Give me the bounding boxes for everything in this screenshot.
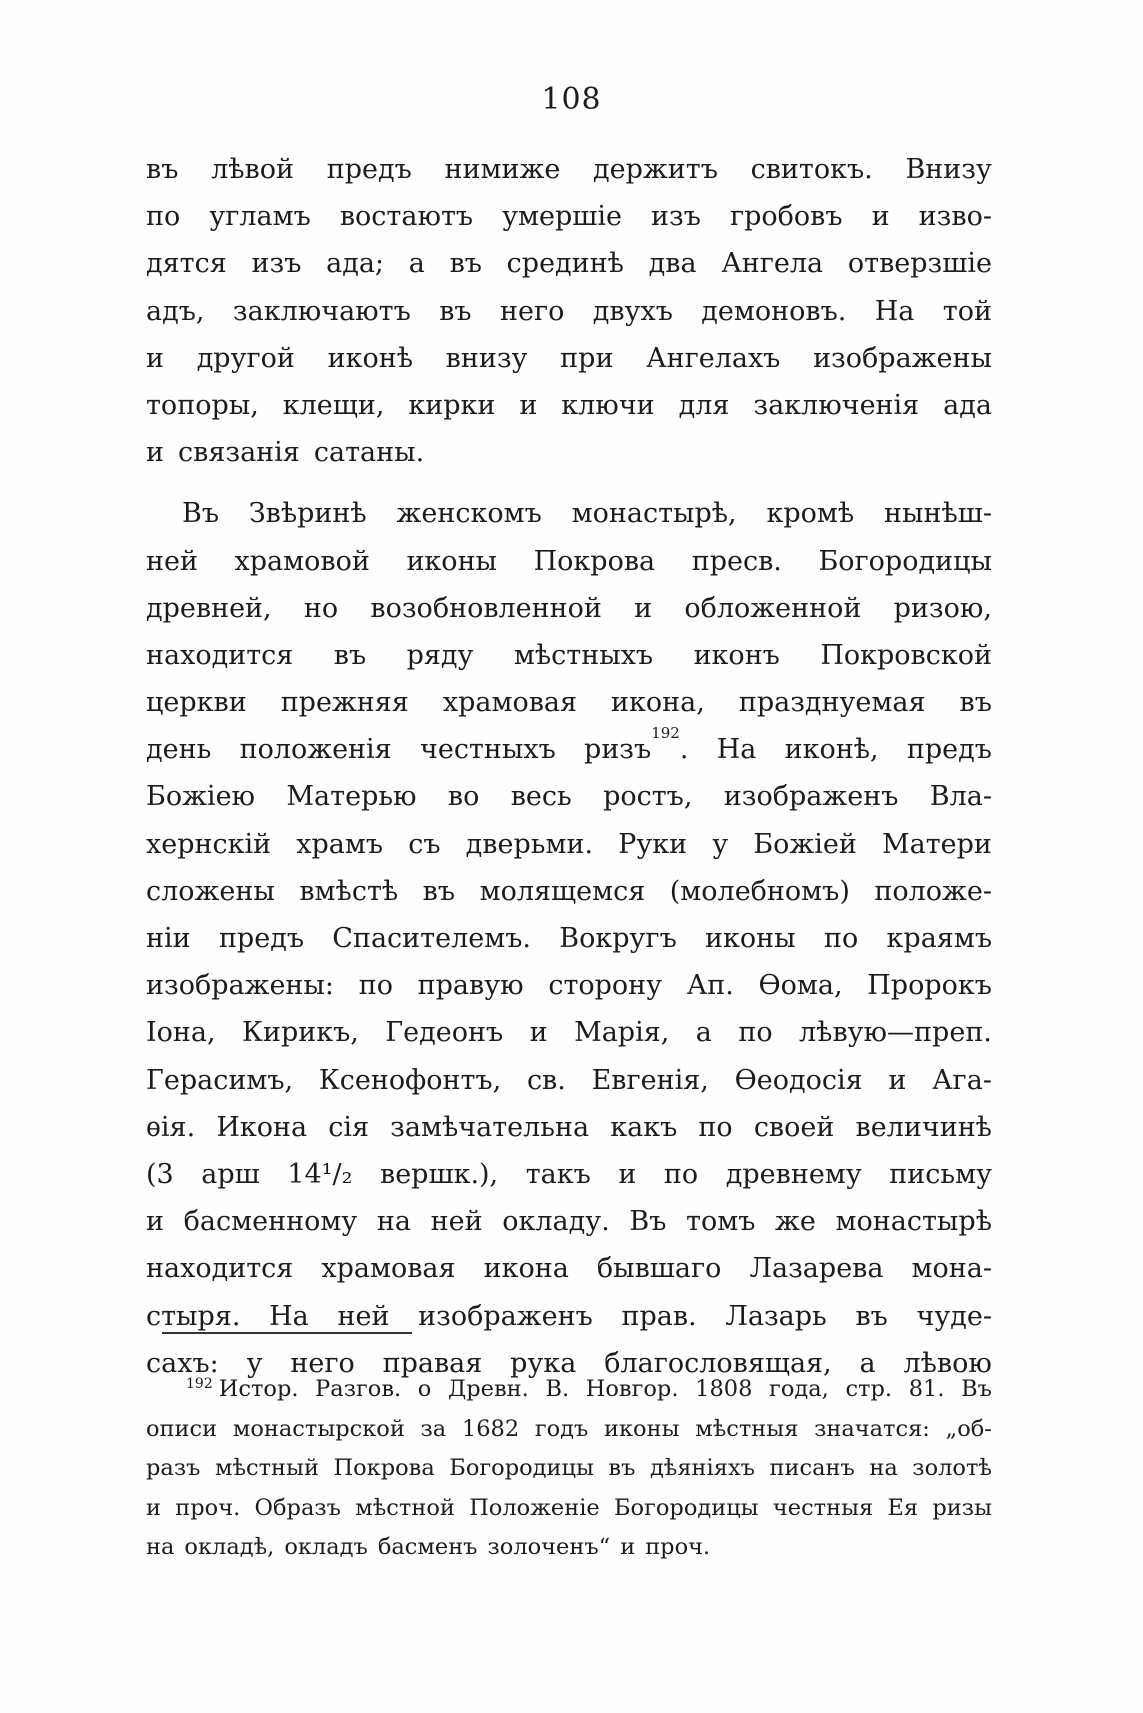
text-line: въ лѣвой предъ нимиже держитъ свитокъ. Внизу (146, 154, 992, 185)
text-line: сложены вмѣстѣ въ молящемся (молебномъ) положе- (146, 875, 992, 907)
footnote-line: описи монастырской за 1682 годъ иконы мѣстныя значатся: „об- (146, 1415, 992, 1442)
text-line: адъ, заключаютъ въ него двухъ демоновъ. На той (146, 295, 992, 327)
text-line: находится въ ряду мѣстныхъ иконъ Покровской (146, 639, 992, 671)
footnote-reference: 192 (651, 724, 680, 743)
text-line: ніи предъ Спасителемъ. Вокругъ иконы по краямъ (146, 923, 992, 954)
footnote (146, 1370, 992, 1568)
footnote-line: 192 Истор. Разгов. о Древн. В. Новгор. 1808 года, стр. 81. Въ (146, 1370, 992, 1410)
text-line: и связанія сатаны. (146, 437, 425, 469)
text-line: ней храмовой иконы Покрова пресв. Богородицы (146, 545, 992, 577)
text-line: стыря. На ней изображенъ прав. Лазарь въ чуде- (146, 1300, 992, 1332)
text-line: топоры, клещи, кирки и ключи для заключенія ада (146, 389, 992, 421)
footnote-line: и проч. Образъ мѣстной Положеніе Богородицы честныя Ея ризы (146, 1494, 992, 1521)
text-line: древней, но возобновленной и обложенной ризою, (146, 592, 992, 624)
page-number: 108 (541, 82, 602, 117)
text-line: находится храмовая икона бывшаго Лазарева мона- (146, 1253, 992, 1285)
text-line: (3 арш 14¹/₂ вершк.), такъ и по древнему письму (146, 1158, 992, 1190)
text-line: день положенія честныхъ ризъ$^{192}$. На иконѣ, предъ (146, 724, 992, 766)
footnote-separator (162, 1332, 412, 1334)
footnote-marker: 192 (186, 1376, 213, 1392)
text-line: дятся изъ ада; а въ срединѣ два Ангела отверзшіе (146, 248, 992, 280)
text-line: сахъ: у него правая рука благословящая, а лѣвою (146, 1347, 992, 1379)
text-line: Герасимъ, Ксенофонтъ, св. Евгенія, Ѳеодосія и Ага- (146, 1064, 992, 1096)
text-line: и басменному на ней окладу. Въ томъ же монастырѣ (146, 1206, 992, 1238)
text-line: Божіею Матерью во весь ростъ, изображенъ Вла- (146, 781, 992, 813)
text-line: по угламъ востаютъ умершіе изъ гробовъ и изво- (146, 201, 992, 233)
footnote-line: разъ мѣстный Покрова Богородицы въ дѣяніяхъ писанъ на золотѣ (146, 1455, 992, 1481)
text-line: и другой иконѣ внизу при Ангелахъ изображены (146, 342, 992, 374)
text-line: Въ Звѣринѣ женскомъ монастырѣ, кромѣ нынѣш- (182, 498, 992, 530)
main-text (146, 146, 992, 1387)
text-line: ѳія. Икона сія замѣчательна какъ по своей величинѣ (146, 1111, 992, 1143)
footnote-line: на окладѣ, окладъ басменъ золоченъ“ и проч. (146, 1534, 711, 1560)
text-line: церкви прежняя храмовая икона, празднуемая въ (146, 687, 992, 719)
text-line: Іона, Кирикъ, Гедеонъ и Марія, а по лѣвую—преп. (146, 1017, 992, 1049)
text-line: изображены: по правую сторону Ап. Ѳома, Пророкъ (146, 970, 992, 1002)
text-line: хернскій храмъ съ дверьми. Руки у Божіей Матери (146, 828, 992, 860)
